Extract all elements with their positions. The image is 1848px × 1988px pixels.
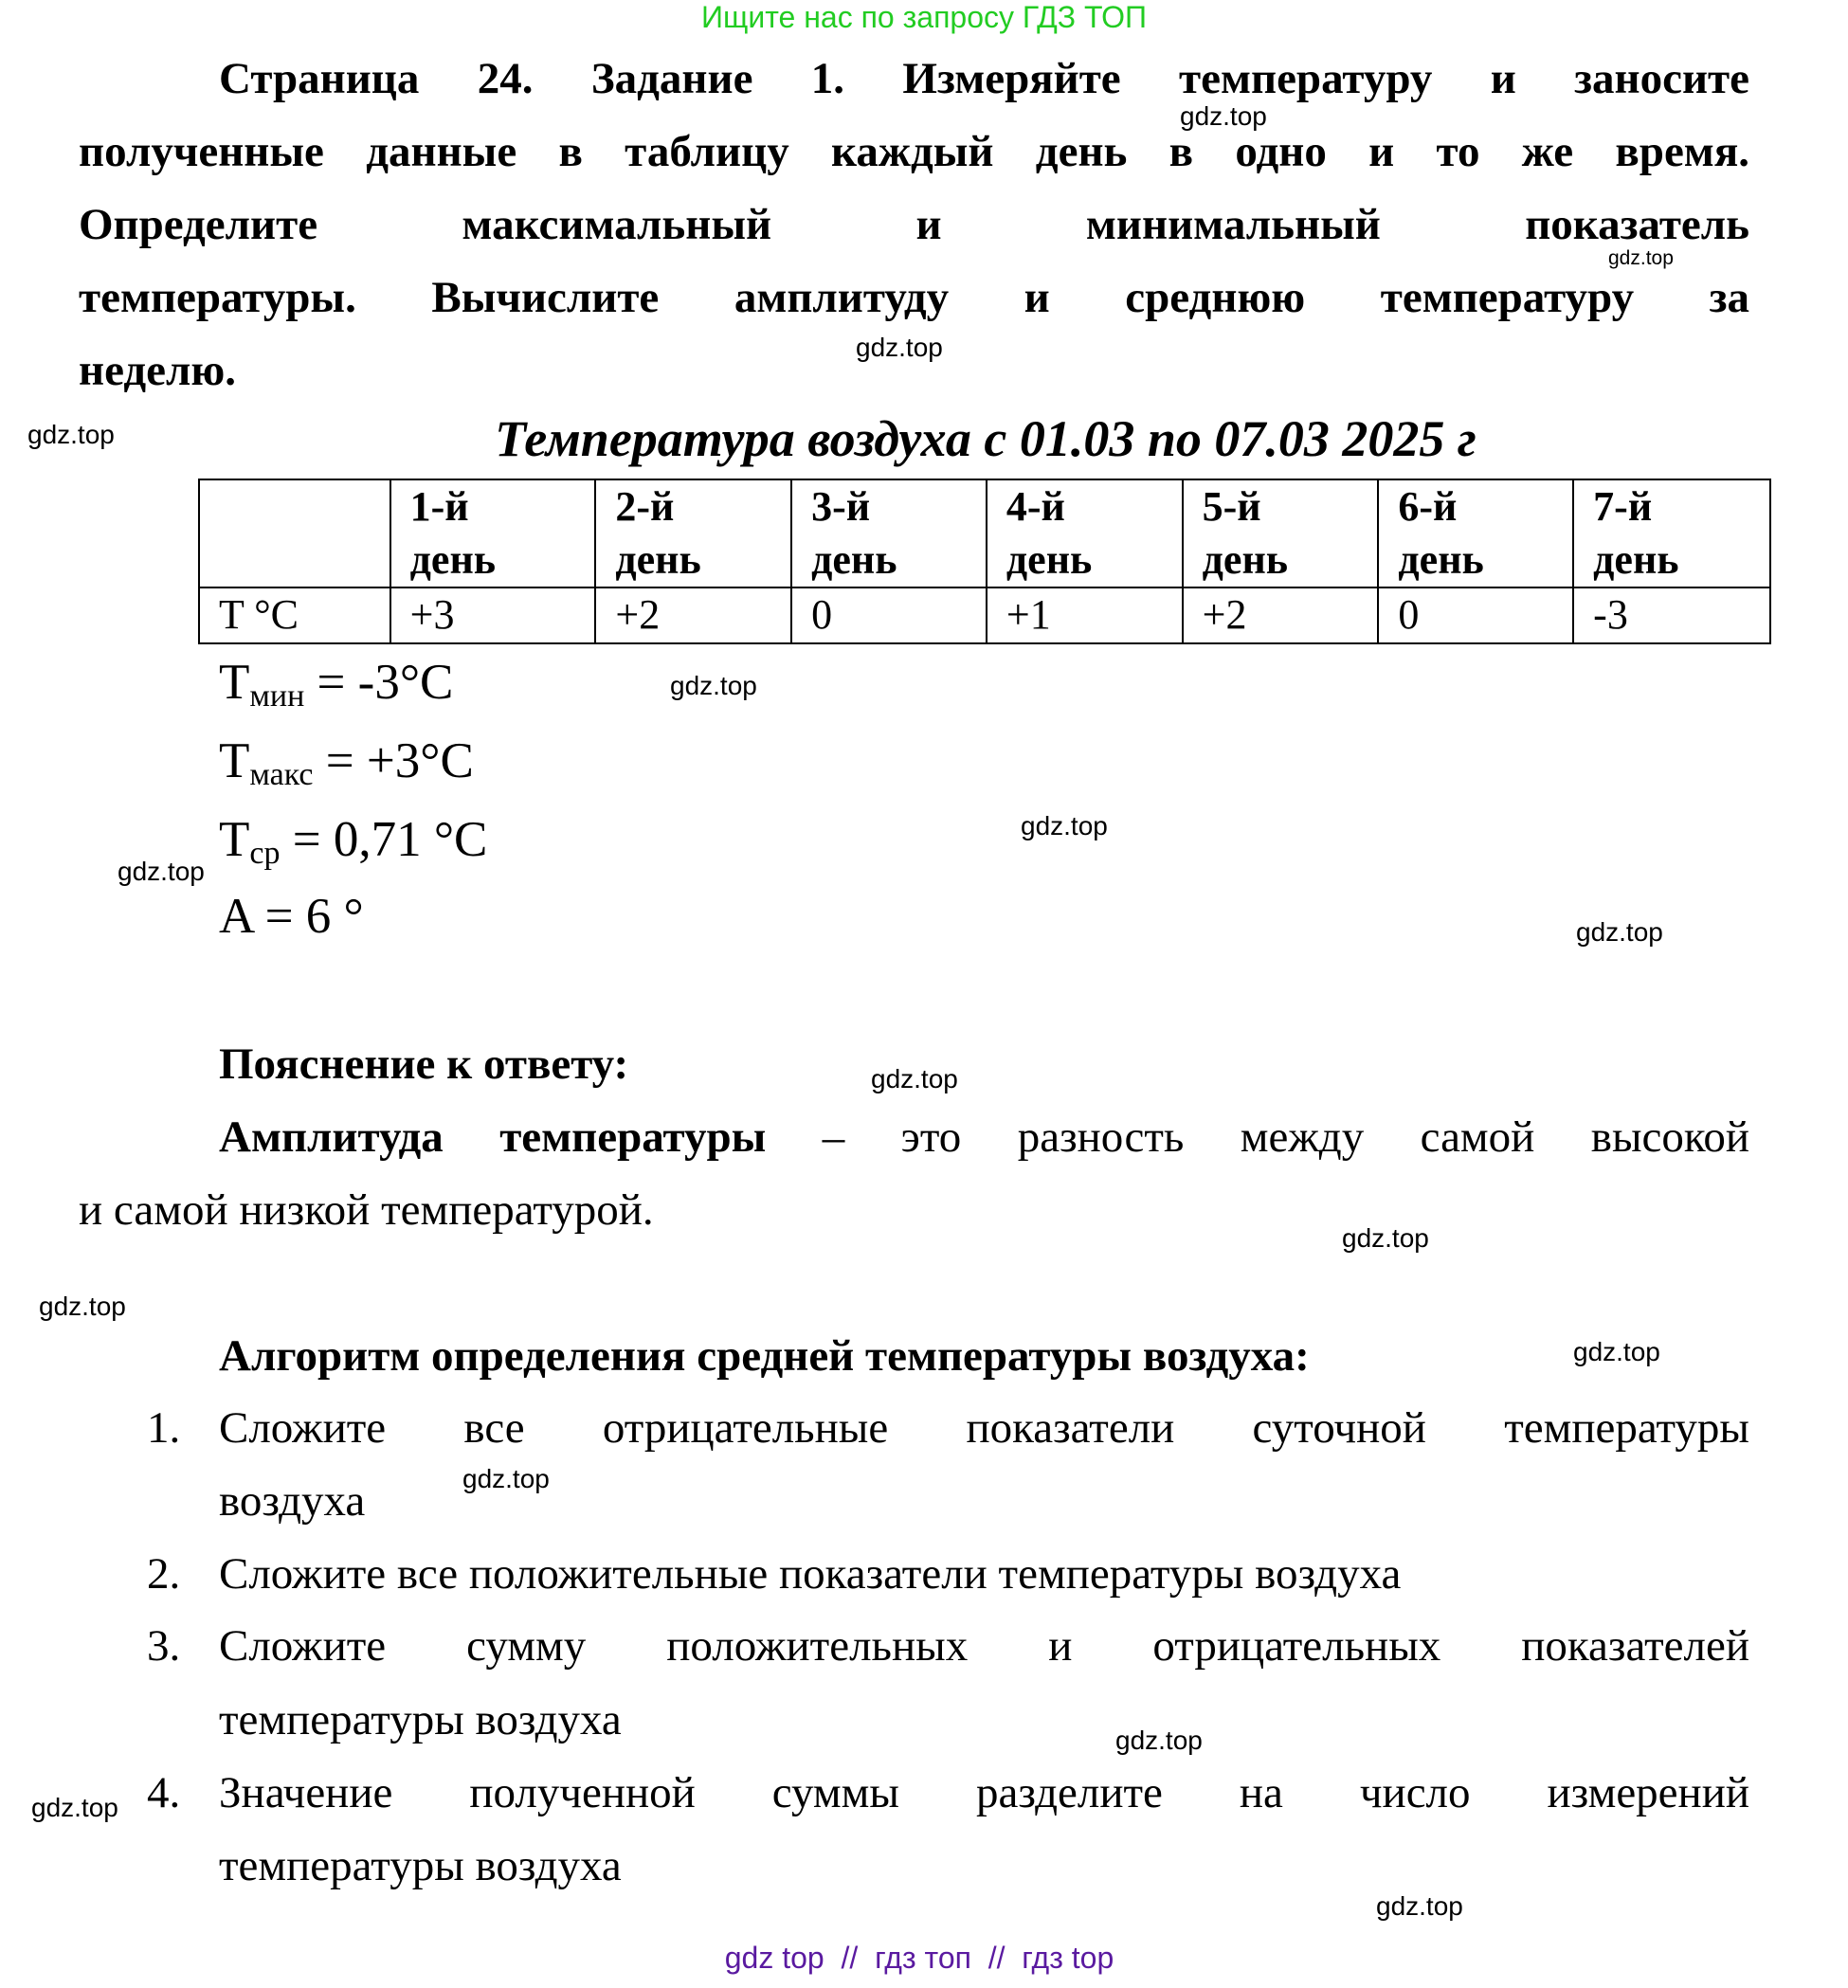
result-tavg: $T_{ср} = 0,71$ °C	[219, 812, 488, 871]
watermark: gdz.top	[1342, 1223, 1429, 1253]
empty-header-cell	[199, 479, 390, 587]
day-header: 2-й день	[595, 479, 791, 587]
watermark: gdz.top	[670, 671, 757, 700]
watermark: gdz.top	[39, 1292, 126, 1321]
list-item: Сложите все положительные показатели температуры воздуха	[219, 1549, 1402, 1599]
temperature-cell: +3	[390, 587, 596, 643]
task-line: неделю.	[79, 346, 236, 395]
day-header: 4-й день	[987, 479, 1183, 587]
watermark: gdz.top	[1021, 811, 1108, 840]
watermark: gdz.top	[1576, 917, 1663, 947]
explanation-heading: Пояснение к ответу:	[219, 1039, 629, 1089]
search-banner[interactable]: Ищите нас по запросу ГДЗ ТОП	[701, 0, 1147, 34]
task-line: Страница 24. Задание 1. Измеряйте температуру и заносите	[219, 54, 1749, 103]
watermark: gdz.top	[462, 1464, 550, 1493]
task-line: Определите максимальный и минимальный показатель	[79, 200, 1749, 249]
row-label: T °C	[199, 587, 390, 643]
result-tmin: $T_{мин} = -3^\circ C$	[219, 655, 454, 714]
list-item: Значение полученной суммы разделите на число измерений	[219, 1768, 1749, 1817]
day-header: 3-й день	[791, 479, 987, 587]
table-caption: Температура воздуха с 01.03 по 07.03 2025 г	[495, 410, 1477, 467]
watermark: gdz.top	[1115, 1726, 1203, 1755]
watermark: gdz.top	[31, 1793, 118, 1822]
day-header: 5-й день	[1183, 479, 1379, 587]
list-item: Сложите сумму положительных и отрицательных показателей	[219, 1621, 1749, 1671]
footer-links[interactable]: gdz top // гдз топ // гдз top	[724, 1941, 1114, 1975]
watermark: gdz.top	[118, 857, 205, 886]
algorithm-heading: Алгоритм определения средней температуры воздуха:	[219, 1331, 1310, 1381]
list-item: Сложите все отрицательные показатели суточной температуры	[219, 1403, 1749, 1453]
temperature-cell: 0	[1378, 587, 1573, 643]
explanation-line: Амплитуда температуры – это разность между самой высокой	[219, 1112, 1749, 1162]
watermark: gdz.top	[871, 1064, 958, 1093]
list-number: 4.	[147, 1768, 181, 1817]
watermark: gdz.top	[1376, 1891, 1463, 1921]
result-amplitude: A = 6 °	[219, 889, 364, 944]
list-number: 1.	[147, 1403, 181, 1453]
list-item-continuation: температуры воздуха	[219, 1841, 622, 1890]
temperature-cell: +1	[987, 587, 1183, 643]
watermark: gdz.top	[1573, 1337, 1660, 1366]
temperature-cell: -3	[1573, 587, 1770, 643]
list-item-continuation: температуры воздуха	[219, 1695, 622, 1744]
list-number: 3.	[147, 1621, 181, 1671]
day-header: 1-й день	[390, 479, 596, 587]
watermark: gdz.top	[1608, 247, 1674, 269]
watermark: gdz.top	[856, 333, 943, 362]
list-item-continuation: воздуха	[219, 1476, 366, 1526]
temperature-cell: +2	[1183, 587, 1379, 643]
task-line: полученные данные в таблицу каждый день в одно и то же время.	[79, 127, 1749, 176]
table-row	[199, 587, 1770, 643]
table-header-row	[199, 479, 1770, 587]
day-header: 6-й день	[1378, 479, 1573, 587]
list-number: 2.	[147, 1549, 181, 1599]
day-header: 7-й день	[1573, 479, 1770, 587]
temperature-cell: +2	[595, 587, 791, 643]
explanation-line: и самой низкой температурой.	[79, 1185, 654, 1235]
watermark: gdz.top	[1180, 101, 1267, 131]
temperature-cell: 0	[791, 587, 987, 643]
watermark: gdz.top	[27, 420, 115, 449]
result-tmax: $T_{макс} = +3^\circ C$	[219, 733, 474, 792]
task-line: температуры. Вычислите амплитуду и среднюю температуру за	[79, 273, 1749, 322]
temperature-table	[198, 479, 1771, 644]
